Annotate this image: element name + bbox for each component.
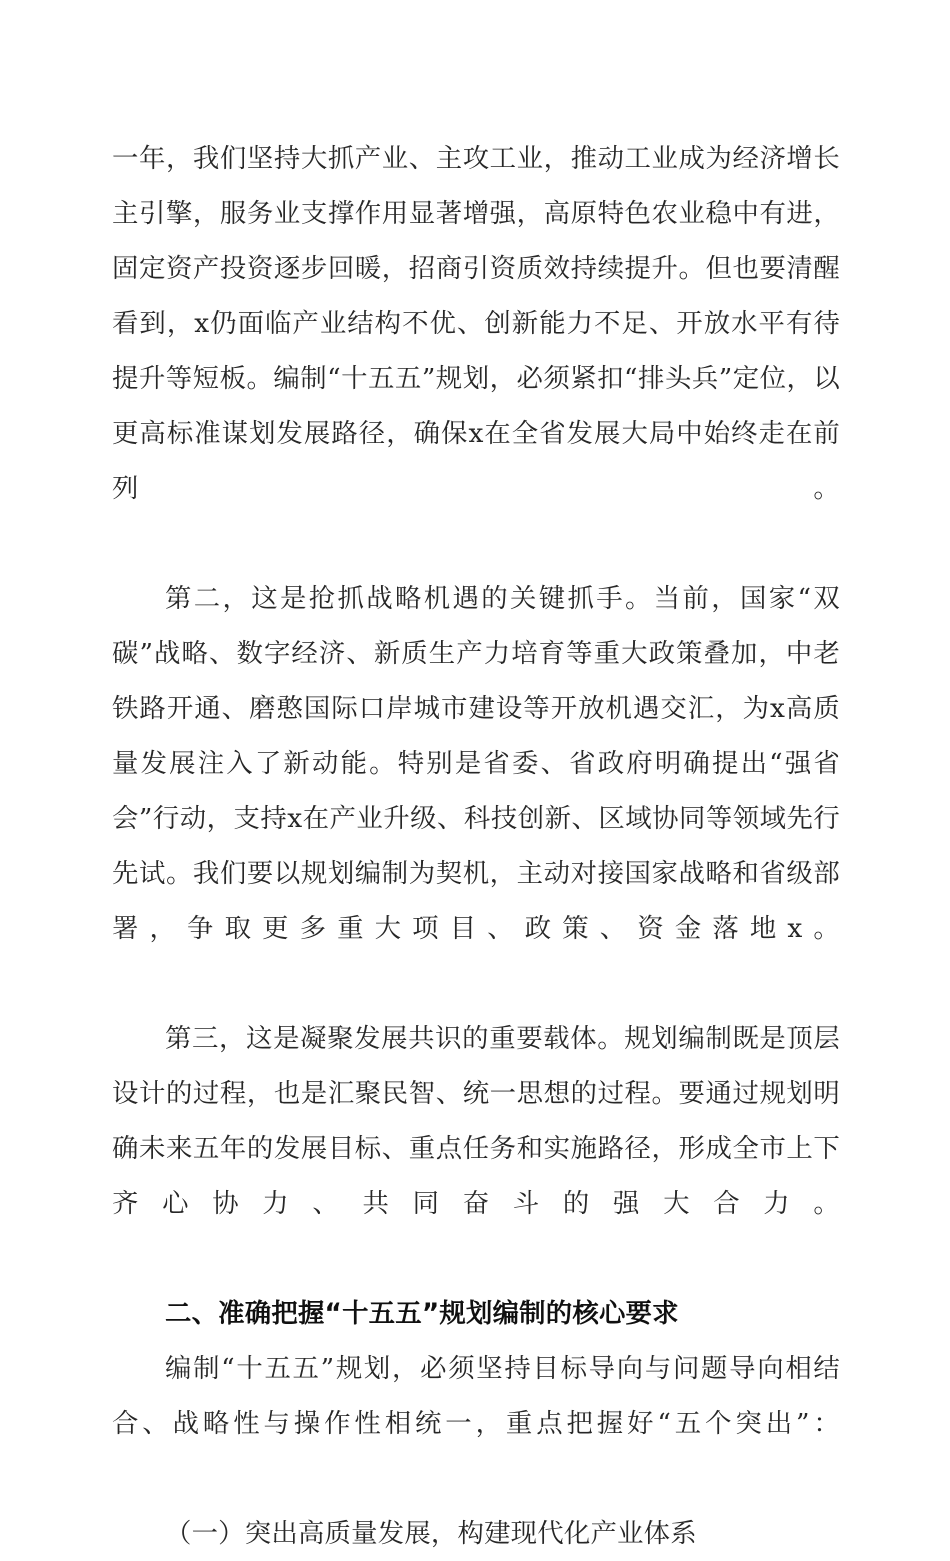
paragraph-core-requirements-intro: 编制“十五五”规划，必须坚持目标导向与问题导向相结合、战略性与操作性相统一，重点把握好“五个突出”： <box>112 1353 840 1439</box>
paragraph-continuation: 一年，我们坚持大抓产业、主攻工业，推动工业成为经济增长主引擎，服务业支撑作用显著增强，高原特色农业稳中有进，固定资产投资逐步回暖，招商引资质效持续提升。但也要清醒看到，x仍面临产业结构不优、创新能力不足、开放水平有待提升等短板。编制“十五五”规划，必须紧扣“排头兵”定位，以更高标准谋划发展路径，确保x在全省发展大局中始终走在前列。 <box>112 143 840 504</box>
section-heading-two: 二、准确把握“十五五”规划编制的核心要求 <box>165 1298 679 1329</box>
text-column <box>112 131 840 1561</box>
paragraph-point-two: 第二，这是抢抓战略机遇的关键抓手。当前，国家“双碳”战略、数字经济、新质生产力培育等重大政策叠加，中老铁路开通、磨憨国际口岸城市建设等开放机遇交汇，为x高质量发展注入了新动能。特别是省委、省政府明确提出“强省会”行动，支持x在产业升级、科技创新、区域协同等领域先行先试。我们要以规划编制为契机，主动对接国家战略和省级部署，争取更多重大项目、政策、资金落地x。 <box>112 583 840 944</box>
sub-heading-one: （一）突出高质量发展，构建现代化产业体系 <box>165 1518 697 1549</box>
paragraph-point-three: 第三，这是凝聚发展共识的重要载体。规划编制既是顶层设计的过程，也是汇聚民智、统一思想的过程。要通过规划明确未来五年的发展目标、重点任务和实施路径，形成全市上下齐心协力、共同奋斗的强大合力。 <box>112 1023 840 1219</box>
